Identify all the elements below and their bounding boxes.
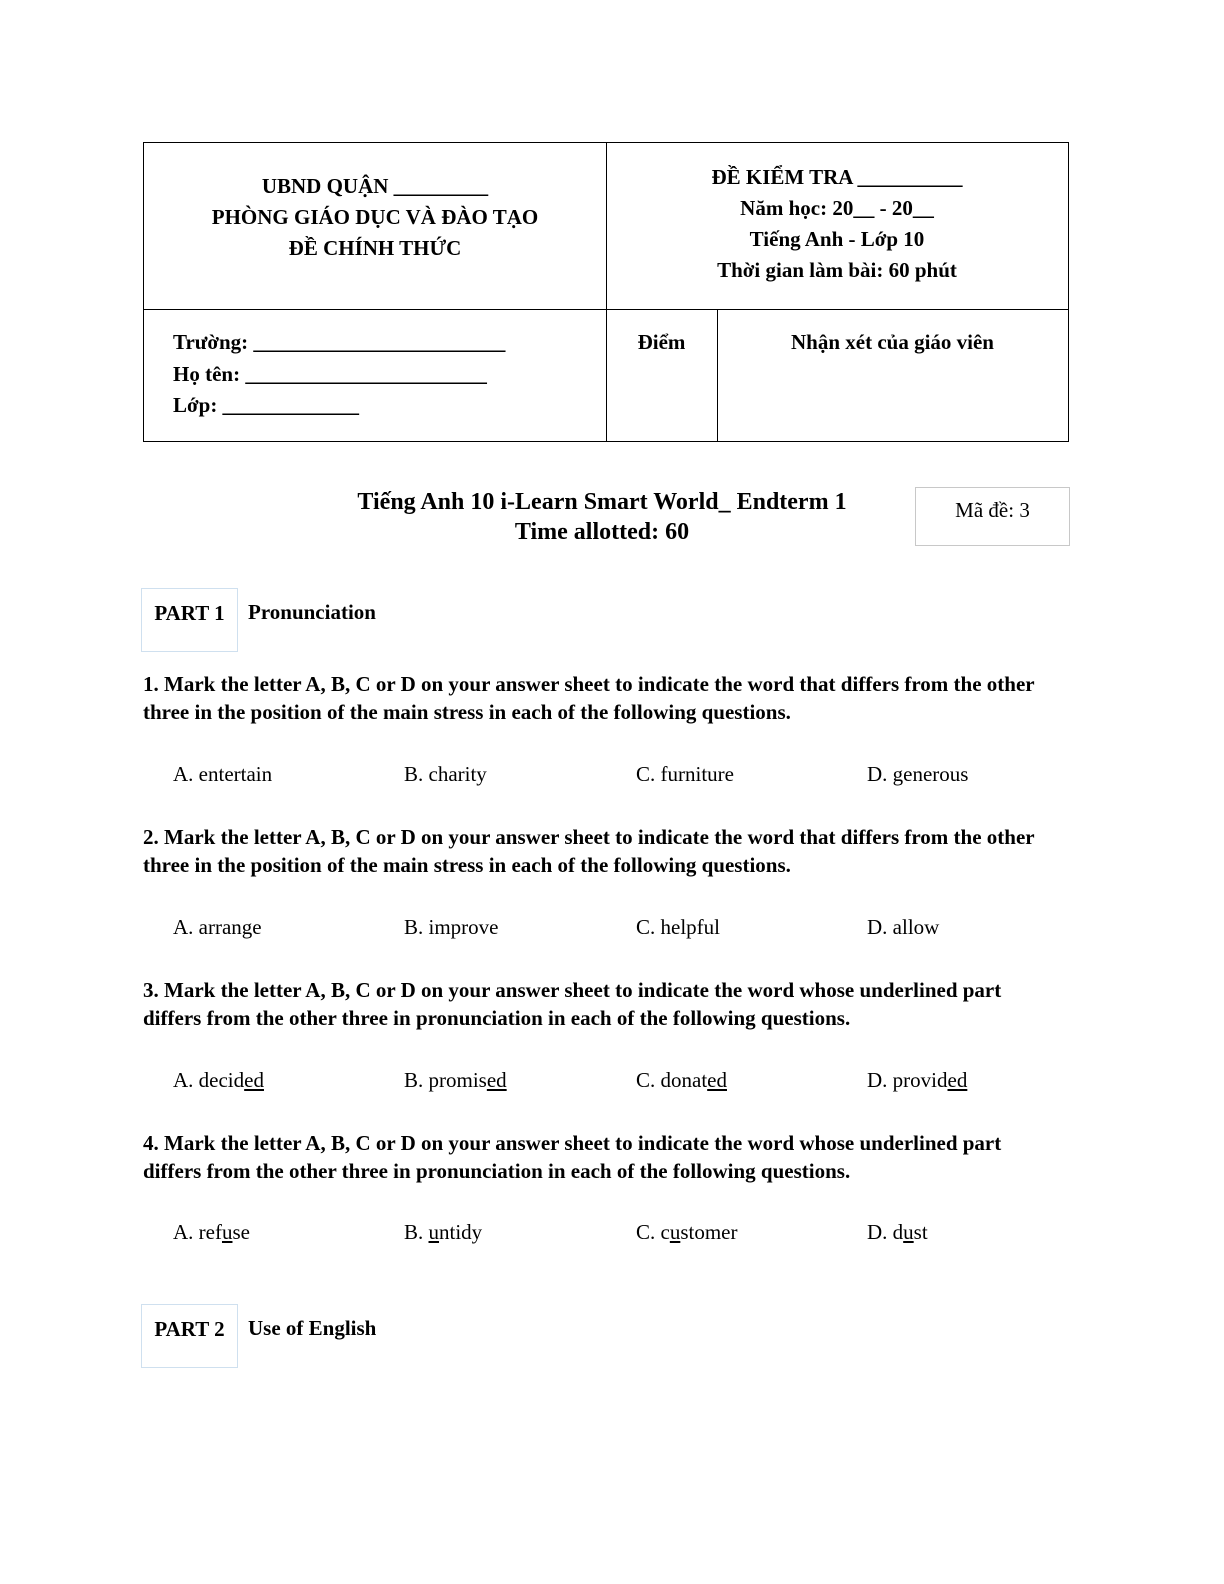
duration-line: Thời gian làm bài: 60 phút bbox=[717, 258, 957, 282]
part-label-box bbox=[141, 588, 238, 652]
option-a[interactable]: A. refuse bbox=[173, 1220, 250, 1244]
option-c[interactable]: C. customer bbox=[636, 1220, 738, 1244]
student-fields bbox=[173, 327, 505, 422]
part-label-box bbox=[141, 1304, 238, 1368]
subject-line: Tiếng Anh - Lớp 10 bbox=[749, 227, 925, 251]
score-label: Điểm bbox=[637, 330, 686, 354]
school-year-line: Năm học: 20__ - 20__ bbox=[740, 196, 934, 220]
school-field: Trường: ________________________ bbox=[173, 330, 506, 354]
question-3-text: 3. Mark the letter A, B, C or D on your answer sheet to indicate the word whose underlined part differs from the other three in pronunciation in each of the following questions. bbox=[143, 978, 1002, 1030]
question-4-text: 4. Mark the letter A, B, C or D on your answer sheet to indicate the word whose underlined part differs from the other three in pronunciation in each of the following questions. bbox=[143, 1131, 1002, 1183]
option-a[interactable]: A. arrange bbox=[173, 915, 262, 939]
exam-code-box bbox=[915, 487, 1070, 546]
option-a[interactable]: A. entertain bbox=[173, 762, 273, 786]
option-b[interactable]: B. charity bbox=[404, 762, 487, 786]
teacher-comment-label: Nhận xét của giáo viên bbox=[790, 330, 994, 354]
option-d[interactable]: D. generous bbox=[867, 762, 969, 786]
option-c[interactable]: C. donated bbox=[636, 1068, 727, 1092]
exam-info-block bbox=[606, 162, 1068, 286]
name-field: Họ tên: _______________________ bbox=[173, 361, 487, 386]
option-a[interactable]: A. decided bbox=[173, 1068, 264, 1092]
option-d[interactable]: D. dust bbox=[867, 1220, 928, 1244]
department-block bbox=[144, 171, 606, 264]
divider bbox=[144, 309, 1068, 310]
option-d[interactable]: D. allow bbox=[867, 915, 940, 939]
option-c[interactable]: C. helpful bbox=[636, 915, 720, 939]
part-label: PART 1 bbox=[154, 601, 225, 625]
exam-title: Tiếng Anh 10 i-Learn Smart World_ Endterm 1 bbox=[357, 489, 847, 515]
exam-title-line: ĐỀ KIỂM TRA __________ bbox=[711, 165, 963, 189]
question-2-text: 2. Mark the letter A, B, C or D on your answer sheet to indicate the word that differs from the other three in the position of the main stress in each of the following questions. bbox=[143, 825, 1035, 877]
exam-time: Time allotted: 60 bbox=[514, 519, 690, 545]
question-1-text: 1. Mark the letter A, B, C or D on your answer sheet to indicate the word that differs from the other three in the position of the main stress in each of the following questions. bbox=[143, 672, 1035, 724]
option-c[interactable]: C. furniture bbox=[636, 762, 734, 786]
class-field: Lớp: _____________ bbox=[173, 393, 360, 417]
exam-code: Mã đề: 3 bbox=[955, 498, 1030, 522]
department-line: PHÒNG GIÁO DỤC VÀ ĐÀO TẠO bbox=[211, 205, 539, 229]
part-label: PART 2 bbox=[154, 1317, 225, 1341]
header-table bbox=[143, 142, 1069, 442]
district-line: UBND QUẬN _________ bbox=[261, 174, 489, 198]
option-b[interactable]: B. improve bbox=[404, 915, 499, 939]
official-label: ĐỀ CHÍNH THỨC bbox=[288, 236, 462, 260]
option-d[interactable]: D. provided bbox=[867, 1068, 968, 1092]
option-b[interactable]: B. untidy bbox=[404, 1220, 483, 1244]
option-b[interactable]: B. promised bbox=[404, 1068, 507, 1092]
part-title: Use of English bbox=[248, 1316, 377, 1340]
part-title: Pronunciation bbox=[248, 600, 376, 624]
